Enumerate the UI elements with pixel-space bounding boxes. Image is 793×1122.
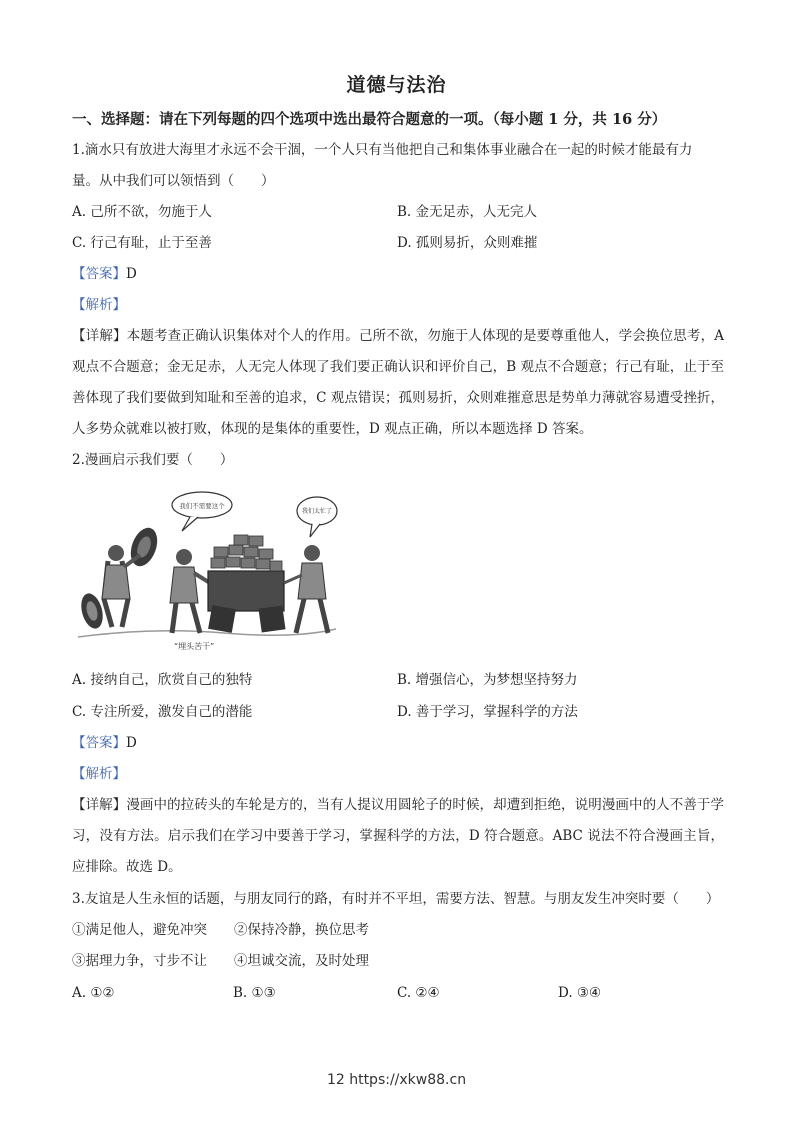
q2-stem: 2.漫画启示我们要（ ） — [72, 452, 234, 468]
q1-stem-line2: 量。从中我们可以领悟到（ ） — [72, 173, 275, 189]
q3-option-c: C. ②④ — [397, 985, 440, 1001]
q1-option-d: D. 孤则易折，众则难摧 — [397, 235, 538, 251]
q2-option-d: D. 善于学习，掌握科学的方法 — [397, 704, 578, 720]
q2-answer — [72, 733, 722, 753]
q1-option-b: B. 金无足赤，人无完人 — [397, 204, 538, 220]
q3-option-a: A. ①② — [72, 985, 115, 1001]
q3-stem: 3.友谊是人生永恒的话题，与朋友同行的路，有时并不平坦，需要方法、智慧。与朋友发生冲突时要（ ） — [72, 891, 720, 907]
comic-bubble-left: 我们不需要这个 — [179, 502, 225, 510]
q2-analysis-tag: 【解析】 — [72, 766, 126, 782]
q2-option-b: B. 增强信心，为梦想坚持努力 — [397, 672, 578, 688]
q1-detail: 【详解】本题考查正确认识集体对个人的作用。己所不欲，勿施于人体现的是要尊重他人，学会换位思考，A 观点不合题意；金无足赤，人无完人体现了我们要正确认识和评价自己，B 观点不合题意；行己有耻，止于至善体现了我们要做到知耻和至善的追求，C 观点错误；孤则易折，众则难摧意思是势单力薄就容易遭受挫折，人多势众就难以被打败，体现的是集体的重要性，D 观点正确，所以本题选择 D 答案。 — [72, 328, 724, 437]
q1-answer-value: D — [126, 266, 137, 282]
page-title: 道德与法治 — [346, 74, 447, 96]
page-footer: 12 https://xkw88.cn — [326, 1072, 467, 1088]
q1-answer — [72, 264, 722, 284]
q1-analysis-tag: 【解析】 — [72, 297, 126, 313]
comic-bubble-right: 我们太忙了 — [301, 508, 333, 515]
q3-option-d: D. ③④ — [558, 985, 602, 1001]
q2-detail: 【详解】漫画中的拉砖头的车轮是方的，当有人提议用圆轮子的时候，却遭到拒绝，说明漫画中的人不善于学习，没有方法。启示我们在学习中要善于学习，掌握科学的方法，D 符合题意。ABC 说法不符合漫画主旨，应排除。故选 D。 — [72, 797, 724, 875]
comic-illustration — [74, 487, 340, 655]
q3-option-b: B. ①③ — [233, 985, 276, 1001]
q1-option-a: A. 己所不欲，勿施于人 — [72, 204, 212, 220]
q3-items-line1: ①满足他人，避免冲突 ②保持冷静，换位思考 — [72, 922, 369, 938]
q1-option-c: C. 行己有耻，止于至善 — [72, 235, 212, 251]
q2-option-c: C. 专注所爱，激发自己的潜能 — [72, 704, 253, 720]
q2-option-a: A. 接纳自己，欣赏自己的独特 — [72, 672, 253, 688]
q3-items-line2: ③据理力争，寸步不让 ④坦诚交流，及时处理 — [72, 953, 369, 969]
comic-caption: “埋头苦干” — [174, 642, 215, 651]
q1-stem-line1: 1.滴水只有放进大海里才永远不会干涸，一个人只有当他把自己和集体事业融合在一起的时候才能最有力 — [72, 142, 693, 158]
q2-answer-tag: 【答案】 — [72, 735, 126, 751]
section-heading: 一、选择题：请在下列每题的四个选项中选出最符合题意的一项。（每小题 1 分，共 16 分） — [72, 111, 667, 128]
q2-answer-value: D — [126, 735, 137, 751]
q1-answer-tag: 【答案】 — [72, 266, 126, 282]
